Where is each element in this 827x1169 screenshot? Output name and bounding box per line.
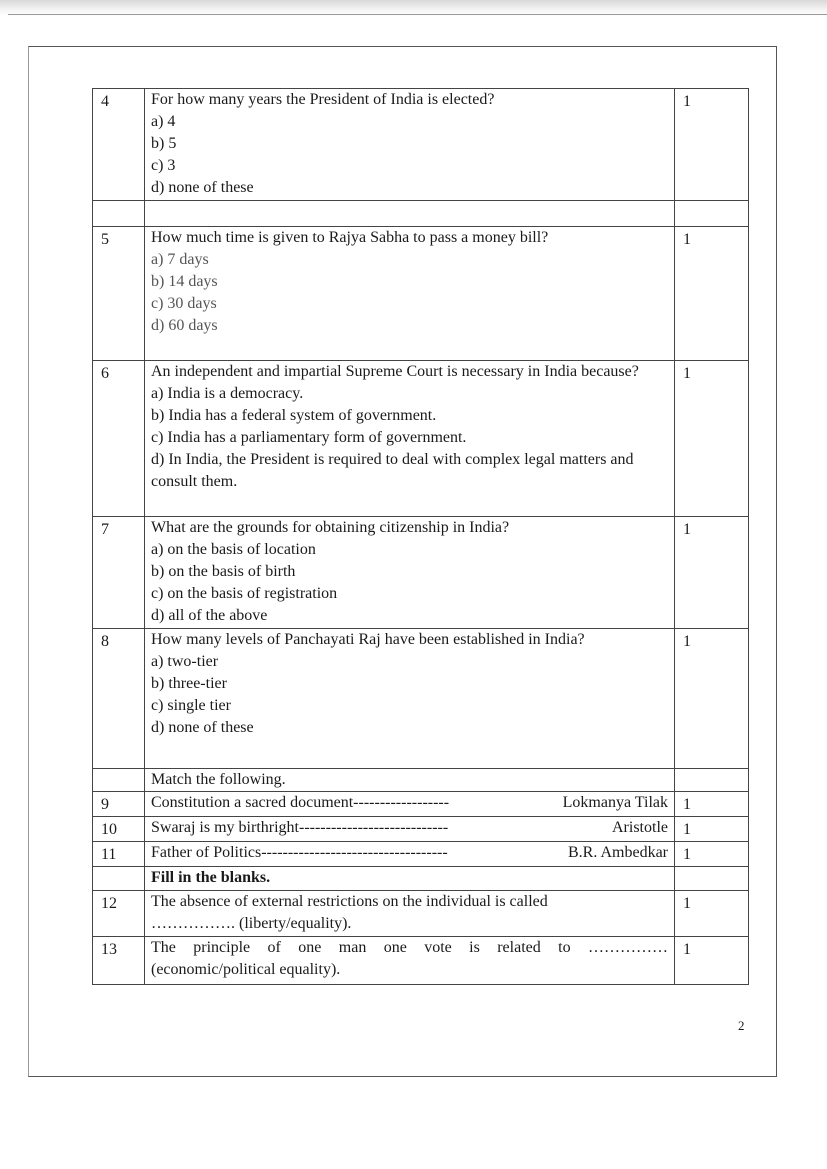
question-cell (145, 517, 675, 629)
question-row-7 (93, 517, 749, 629)
question-number: 11 (93, 842, 145, 867)
question-table (92, 88, 749, 985)
question-text: How many levels of Panchayati Raj have been established in India? (151, 631, 585, 648)
option-b: b) 5 (151, 135, 177, 152)
marks: 1 (675, 937, 749, 985)
match-row-10 (93, 817, 749, 842)
fill-cell (145, 891, 675, 937)
match-row-9 (93, 792, 749, 817)
question-number: 6 (93, 361, 145, 517)
marks: 1 (675, 891, 749, 937)
question-number: 9 (93, 792, 145, 817)
fill-row-12 (93, 891, 749, 937)
option-a: a) on the basis of location (151, 541, 316, 558)
option-c: c) 3 (151, 157, 176, 174)
spacer-row (93, 201, 749, 227)
option-a: a) 4 (151, 113, 176, 130)
option-b: b) on the basis of birth (151, 563, 296, 580)
match-cell (145, 817, 675, 842)
question-row-4 (93, 89, 749, 201)
fill-text-line2: (economic/political equality). (151, 961, 341, 978)
option-d: d) all of the above (151, 607, 268, 624)
option-b: b) 14 days (151, 273, 218, 290)
match-row-11 (93, 842, 749, 867)
marks: 1 (675, 817, 749, 842)
fill-text-line2: ……………. (liberty/equality). (151, 915, 352, 932)
question-text: How much time is given to Rajya Sabha to pass a money bill? (151, 229, 549, 246)
question-number: 7 (93, 517, 145, 629)
option-d: d) none of these (151, 179, 254, 196)
option-b: b) three-tier (151, 675, 227, 692)
question-text: An independent and impartial Supreme Court is necessary in India because? (151, 363, 639, 380)
question-text: What are the grounds for obtaining citizenship in India? (151, 519, 510, 536)
question-row-6 (93, 361, 749, 517)
match-right: B.R. Ambedkar (568, 844, 668, 861)
match-right: Aristotle (612, 819, 668, 836)
question-number: 4 (93, 89, 145, 201)
match-cell (145, 842, 675, 867)
fill-row-13 (93, 937, 749, 985)
fill-heading-row (93, 867, 749, 891)
marks: 1 (675, 792, 749, 817)
match-left: Constitution a sacred document------------------ (151, 794, 450, 811)
option-b: b) India has a federal system of government. (151, 407, 437, 424)
match-right: Lokmanya Tilak (562, 794, 668, 811)
option-c: c) 30 days (151, 295, 217, 312)
question-row-8 (93, 629, 749, 769)
question-number: 5 (93, 227, 145, 361)
match-heading-row (93, 769, 749, 792)
match-cell (145, 792, 675, 817)
question-cell (145, 361, 675, 517)
page-number: 2 (738, 1018, 745, 1033)
option-d: d) 60 days (151, 317, 218, 334)
question-cell (145, 629, 675, 769)
fill-text-line1: The absence of external restrictions on the individual is called (151, 893, 548, 910)
question-number: 10 (93, 817, 145, 842)
marks: 1 (675, 517, 749, 629)
question-cell (145, 227, 675, 361)
marks: 1 (675, 227, 749, 361)
option-a: a) India is a democracy. (151, 385, 304, 402)
option-c: c) single tier (151, 697, 231, 714)
question-cell (145, 89, 675, 201)
section-heading: Match the following. (145, 769, 675, 792)
question-number: 12 (93, 891, 145, 937)
fill-cell (145, 937, 675, 985)
question-row-5 (93, 227, 749, 361)
option-a: a) two-tier (151, 653, 219, 670)
question-number: 8 (93, 629, 145, 769)
option-a: a) 7 days (151, 251, 209, 268)
marks: 1 (675, 842, 749, 867)
marks: 1 (675, 361, 749, 517)
question-number: 13 (93, 937, 145, 985)
fill-text-line1: The principle of one man one vote is related to …………… (151, 939, 668, 956)
match-left: Swaraj is my birthright---------------------------- (151, 819, 449, 836)
option-c: c) India has a parliamentary form of government. (151, 429, 467, 446)
section-heading: Fill in the blanks. (145, 867, 675, 891)
option-c: c) on the basis of registration (151, 585, 338, 602)
marks: 1 (675, 89, 749, 201)
question-text: For how many years the President of India is elected? (151, 91, 495, 108)
scan-edge-line (8, 14, 827, 15)
match-left: Father of Politics----------------------------------- (151, 844, 448, 861)
option-d: d) In India, the President is required to deal with complex legal matters and consult them. (151, 451, 634, 490)
option-d: d) none of these (151, 719, 254, 736)
marks: 1 (675, 629, 749, 769)
